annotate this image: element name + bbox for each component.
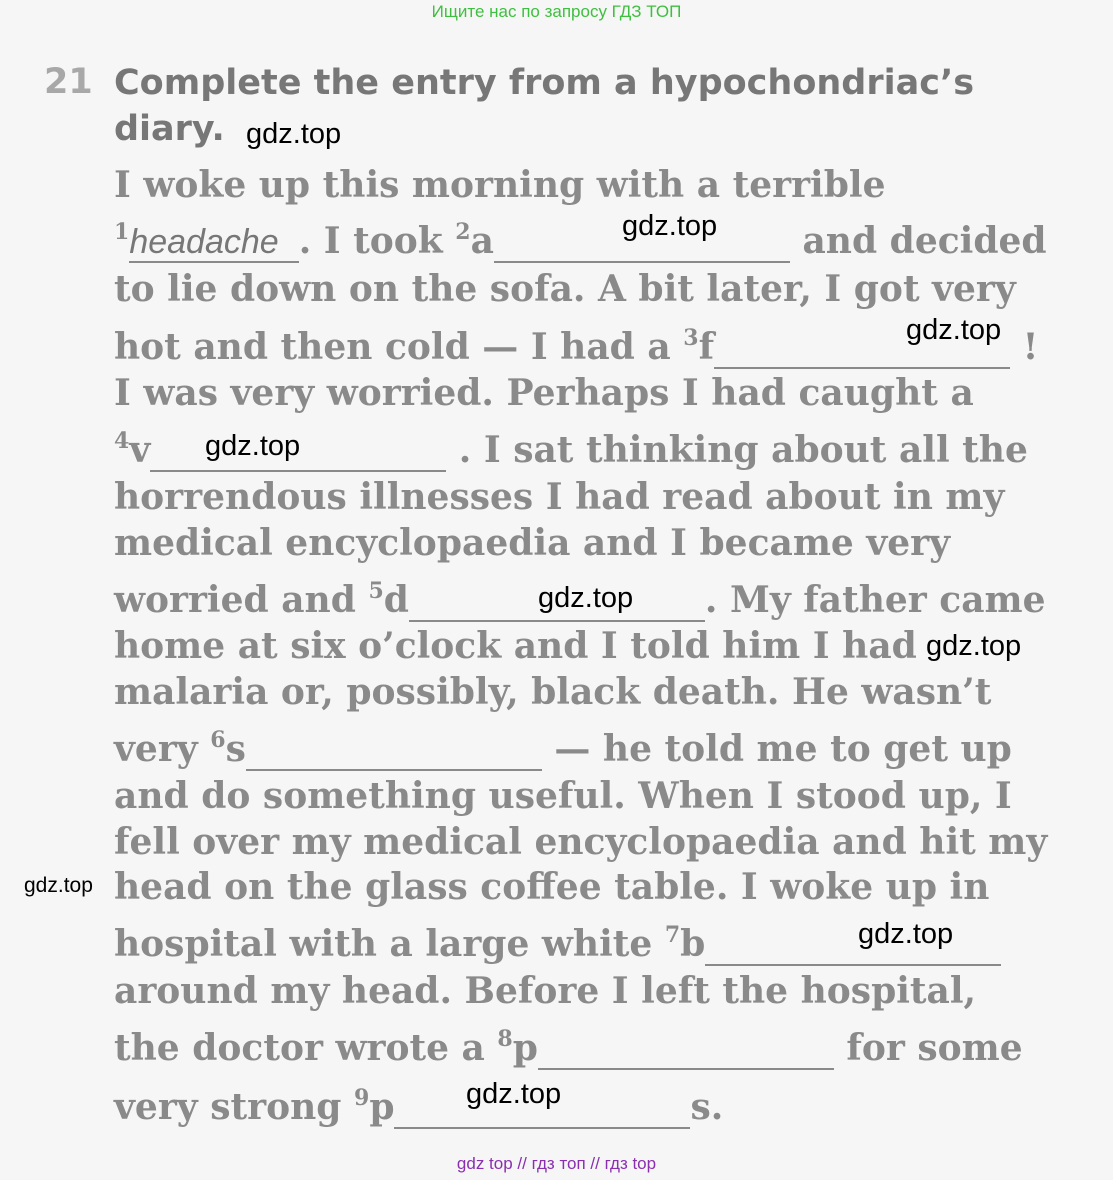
text-line-4: hot and then cold — I had a $^3$f ! — [114, 325, 1039, 368]
gap-number-8: 8 — [497, 1026, 513, 1052]
text-line-1: I woke up this morning with a terrible — [114, 164, 886, 206]
text-line-19: very strong $^9$p s. — [114, 1085, 724, 1128]
text-line-5: I was very worried. Perhaps I had caught a — [114, 372, 974, 414]
text-line-7: horrendous illnesses I had read about in my — [114, 476, 1005, 518]
gap-number-1: 1 — [114, 219, 130, 245]
text-line-6: $^4$v . I sat thinking about all the — [114, 428, 1028, 471]
footer-note: gdz top // гдз топ // гдз top — [456, 1154, 657, 1173]
text-line-17: around my head. Before I left the hospital, — [114, 970, 977, 1012]
blank-7 — [705, 928, 1001, 966]
text-line-16: hospital with a large white $^7$b — [114, 923, 1001, 966]
text-line-2: $^1$headache . I took $^2$a and decided — [114, 219, 1047, 262]
watermark: gdz.top — [906, 314, 1002, 346]
answer-1-handwritten: headache — [129, 223, 298, 263]
text-line-9: worried and $^5$d . My father came — [114, 578, 1046, 621]
text-line-11: malaria or, possibly, black death. He wasn’t — [114, 671, 992, 713]
gap-number-5: 5 — [368, 578, 384, 604]
top-note: Ищите нас по запросу ГДЗ ТОП — [431, 2, 682, 21]
text-line-18: the doctor wrote a $^8$p for some — [114, 1026, 1023, 1069]
gap-number-9: 9 — [354, 1085, 370, 1111]
text-line-8: medical encyclopaedia and I became very — [114, 522, 951, 564]
gap-number-7: 7 — [664, 922, 681, 948]
exercise-title: Complete the entry from a hypochondriac’s diary. — [114, 63, 975, 149]
watermark: gdz.top — [926, 630, 1022, 662]
watermark: gdz.top — [622, 210, 718, 242]
text-line-3: to lie down on the sofa. A bit later, I got very — [114, 268, 1016, 310]
watermark: gdz.top — [538, 582, 634, 614]
text-line-13: and do something useful. When I stood up, I — [114, 775, 1012, 817]
watermark: gdz.top — [24, 874, 93, 897]
blank-8 — [538, 1032, 834, 1070]
watermark: gdz.top — [205, 430, 301, 462]
text-line-10: home at six o’clock and I told him I had — [114, 625, 917, 667]
watermark: gdz.top — [858, 918, 954, 950]
gap-number-3: 3 — [683, 325, 699, 351]
gap-number-6: 6 — [210, 727, 226, 753]
exercise-number: 21 — [44, 62, 93, 102]
text-line-14: fell over my medical encyclopaedia and hit my — [114, 821, 1048, 863]
gap-number-4: 4 — [114, 428, 130, 454]
text-line-12: very $^6$s — he told me to get up — [114, 727, 1012, 770]
watermark: gdz.top — [466, 1078, 562, 1110]
blank-6 — [246, 733, 542, 771]
gap-number-2: 2 — [455, 219, 471, 245]
text-line-15: head on the glass coffee table. I woke up in — [114, 866, 990, 908]
watermark: gdz.top — [246, 118, 342, 150]
